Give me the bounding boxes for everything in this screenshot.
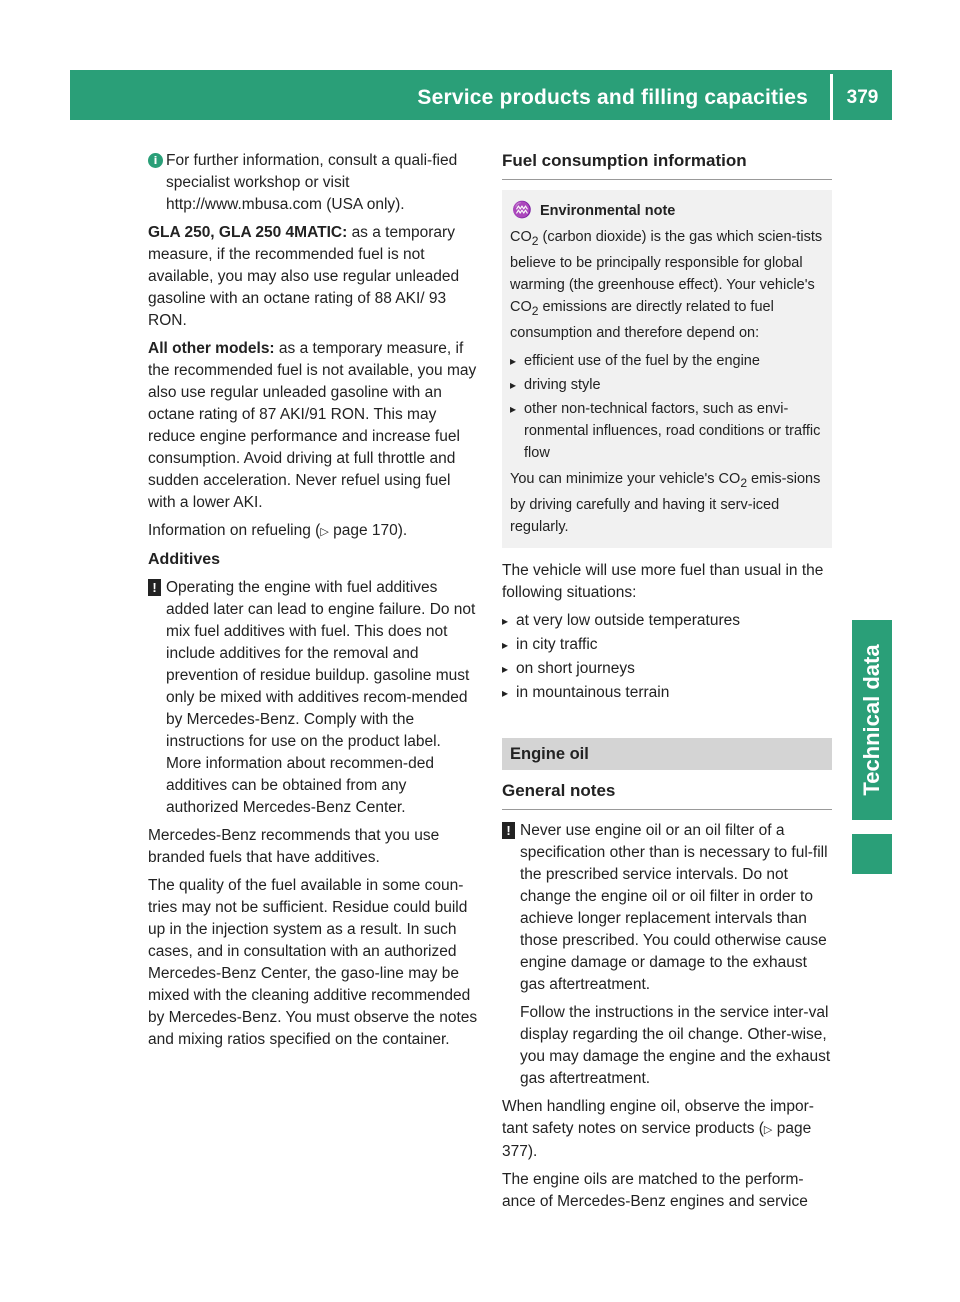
fuel-consumption-heading: Fuel consumption information: [502, 150, 832, 180]
lightbulb-icon: ♒: [512, 202, 532, 219]
info-note: [148, 150, 480, 216]
oil-warning-followup: Follow the instructions in the service inter-val display regarding the oil change. Other-wise, you may damage the engine and the exhaust gas aftertreatment.: [520, 1003, 831, 1087]
additives-warning-text: Operating the engine with fuel additives added later can lead to engine failure. Do not mix fuel additives with fuel. This does not include additives for the removal and prevention of residue buildup. gasoline must only be mixed with additives recom-mended by Mercedes-Benz. Comply with the instructions for use on the product label. More information about recommen-ded additives can be obtained from any authorized Mercedes-Benz Center.: [166, 579, 476, 816]
list-item: ▸ other non-technical factors, such as envi-ronmental influences, road conditions or traffic flow: [510, 398, 824, 464]
list-item: ▸ in city traffic: [502, 634, 832, 656]
info-icon: i: [148, 153, 163, 168]
env-intro-b: (carbon dioxide) is the gas which scien-tists believe to be principally responsible for global warming (the greenhouse effect). Your vehicle's CO: [510, 229, 823, 315]
other-models-label: All other models:: [148, 340, 275, 357]
refuel-reference: [148, 520, 480, 543]
page-ref-arrow-icon: ▷: [763, 1123, 773, 1136]
safety-notes-page-link[interactable]: page 377).: [502, 1119, 812, 1160]
chapter-tab[interactable]: [852, 620, 892, 820]
list-item: ▸ on short journeys: [502, 658, 832, 680]
info-note-text: For further information, consult a quali-fied specialist workshop or visit http://www.mbusa.com (USA only).: [166, 152, 458, 213]
header-title: Service products and filling capacities: [417, 86, 808, 109]
list-item: ▸ driving style: [510, 374, 824, 396]
env-intro-c: emissions are directly related to fuel consumption and therefore depend on:: [510, 298, 774, 341]
oil-warning-text: Never use engine oil or an oil filter of a specification other than is necessary to ful-fill the prescribed service intervals. Do not change the engine oil or oil filter in order to achieve longer replacement intervals than those prescribed. You could otherwise cause engine damage or damage to the exhaust gas aftertreatment.: [520, 821, 828, 993]
right-column: [502, 150, 832, 1219]
gla-label: GLA 250, GLA 250 4MATIC:: [148, 224, 348, 241]
list-item: ▸ efficient use of the fuel by the engine: [510, 350, 824, 372]
warning-icon: !: [148, 579, 161, 596]
co2-subscript: 2: [531, 233, 539, 248]
matched-paragraph: The engine oils are matched to the perform-ance of Mercedes-Benz engines and service: [502, 1170, 808, 1210]
gla-paragraph: [148, 222, 480, 332]
page-header: [70, 70, 892, 120]
situations-list: [502, 610, 832, 704]
other-models-paragraph: [148, 338, 480, 514]
page-ref-arrow-icon: ▷: [320, 526, 329, 538]
chapter-marker: [852, 834, 892, 874]
env-min-b: emis-sions by driving carefully and having it serv-iced regularly.: [510, 470, 821, 535]
env-title-text: Environmental note: [540, 203, 676, 219]
env-intro: [510, 226, 824, 344]
recommend-paragraph: Mercedes-Benz recommends that you use branded fuels that have additives.: [148, 827, 440, 866]
handling-text: When handling engine oil, observe the impor-tant safety notes on service products: [502, 1097, 814, 1137]
list-item: ▸ in mountainous terrain: [502, 682, 832, 704]
refuel-text: Information on refueling (: [148, 522, 321, 539]
page-number: 379: [846, 87, 879, 108]
env-factor-list: [510, 350, 824, 464]
environmental-note-box: [502, 190, 832, 548]
general-notes-heading: General notes: [502, 780, 832, 810]
additives-warning: [148, 577, 480, 819]
quality-paragraph: The quality of the fuel available in some coun-tries may not be sufficient. Residue could build up in the injection system as a result. In such cases, and in consultation with an authorized Mercedes-Benz Center, the gaso-line may be mixed with the cleaning additive recommended by Mercedes-Benz. You must observe the notes and mixing ratios specified on the container.: [148, 877, 478, 1048]
list-item: ▸ at very low outside temperatures: [502, 610, 832, 632]
other-models-text: as a temporary measure, if the recommended fuel is not available, you may also use regular unleaded gasoline with an octane rating of 87 AKI/91 RON. This may reduce engine performance and increase fuel consumption. Avoid driving at full throttle and sudden acceleration. Never refuel using fuel with a lower AKI.: [148, 340, 477, 511]
environmental-note-title: [510, 200, 824, 222]
engine-oil-section-title: Engine oil: [502, 738, 832, 770]
env-intro-a: CO: [510, 229, 532, 245]
co2-subscript: 2: [531, 303, 539, 318]
left-column: [148, 150, 480, 1057]
env-min-a: You can minimize your vehicle's CO: [510, 470, 741, 487]
additives-heading: Additives: [148, 551, 221, 568]
more-fuel-paragraph: The vehicle will use more fuel than usual in the following situations:: [502, 561, 824, 601]
handling-paragraph: When handling engine oil, observe the impor-tant safety notes on service products (▷ page 377).: [502, 1097, 814, 1160]
co2-subscript: 2: [740, 475, 748, 490]
gla-text: as a temporary measure, if the recommended fuel is not available, you may also use regular unleaded gasoline with an octane rating of 88 AKI/ 93 RON.: [148, 224, 460, 329]
chapter-tab-label: Technical data: [859, 644, 884, 796]
env-minimize: [510, 468, 824, 538]
engine-oil-warning: [502, 820, 832, 996]
warning-icon: !: [502, 822, 515, 839]
refuel-page-link[interactable]: page 170).: [333, 522, 408, 539]
